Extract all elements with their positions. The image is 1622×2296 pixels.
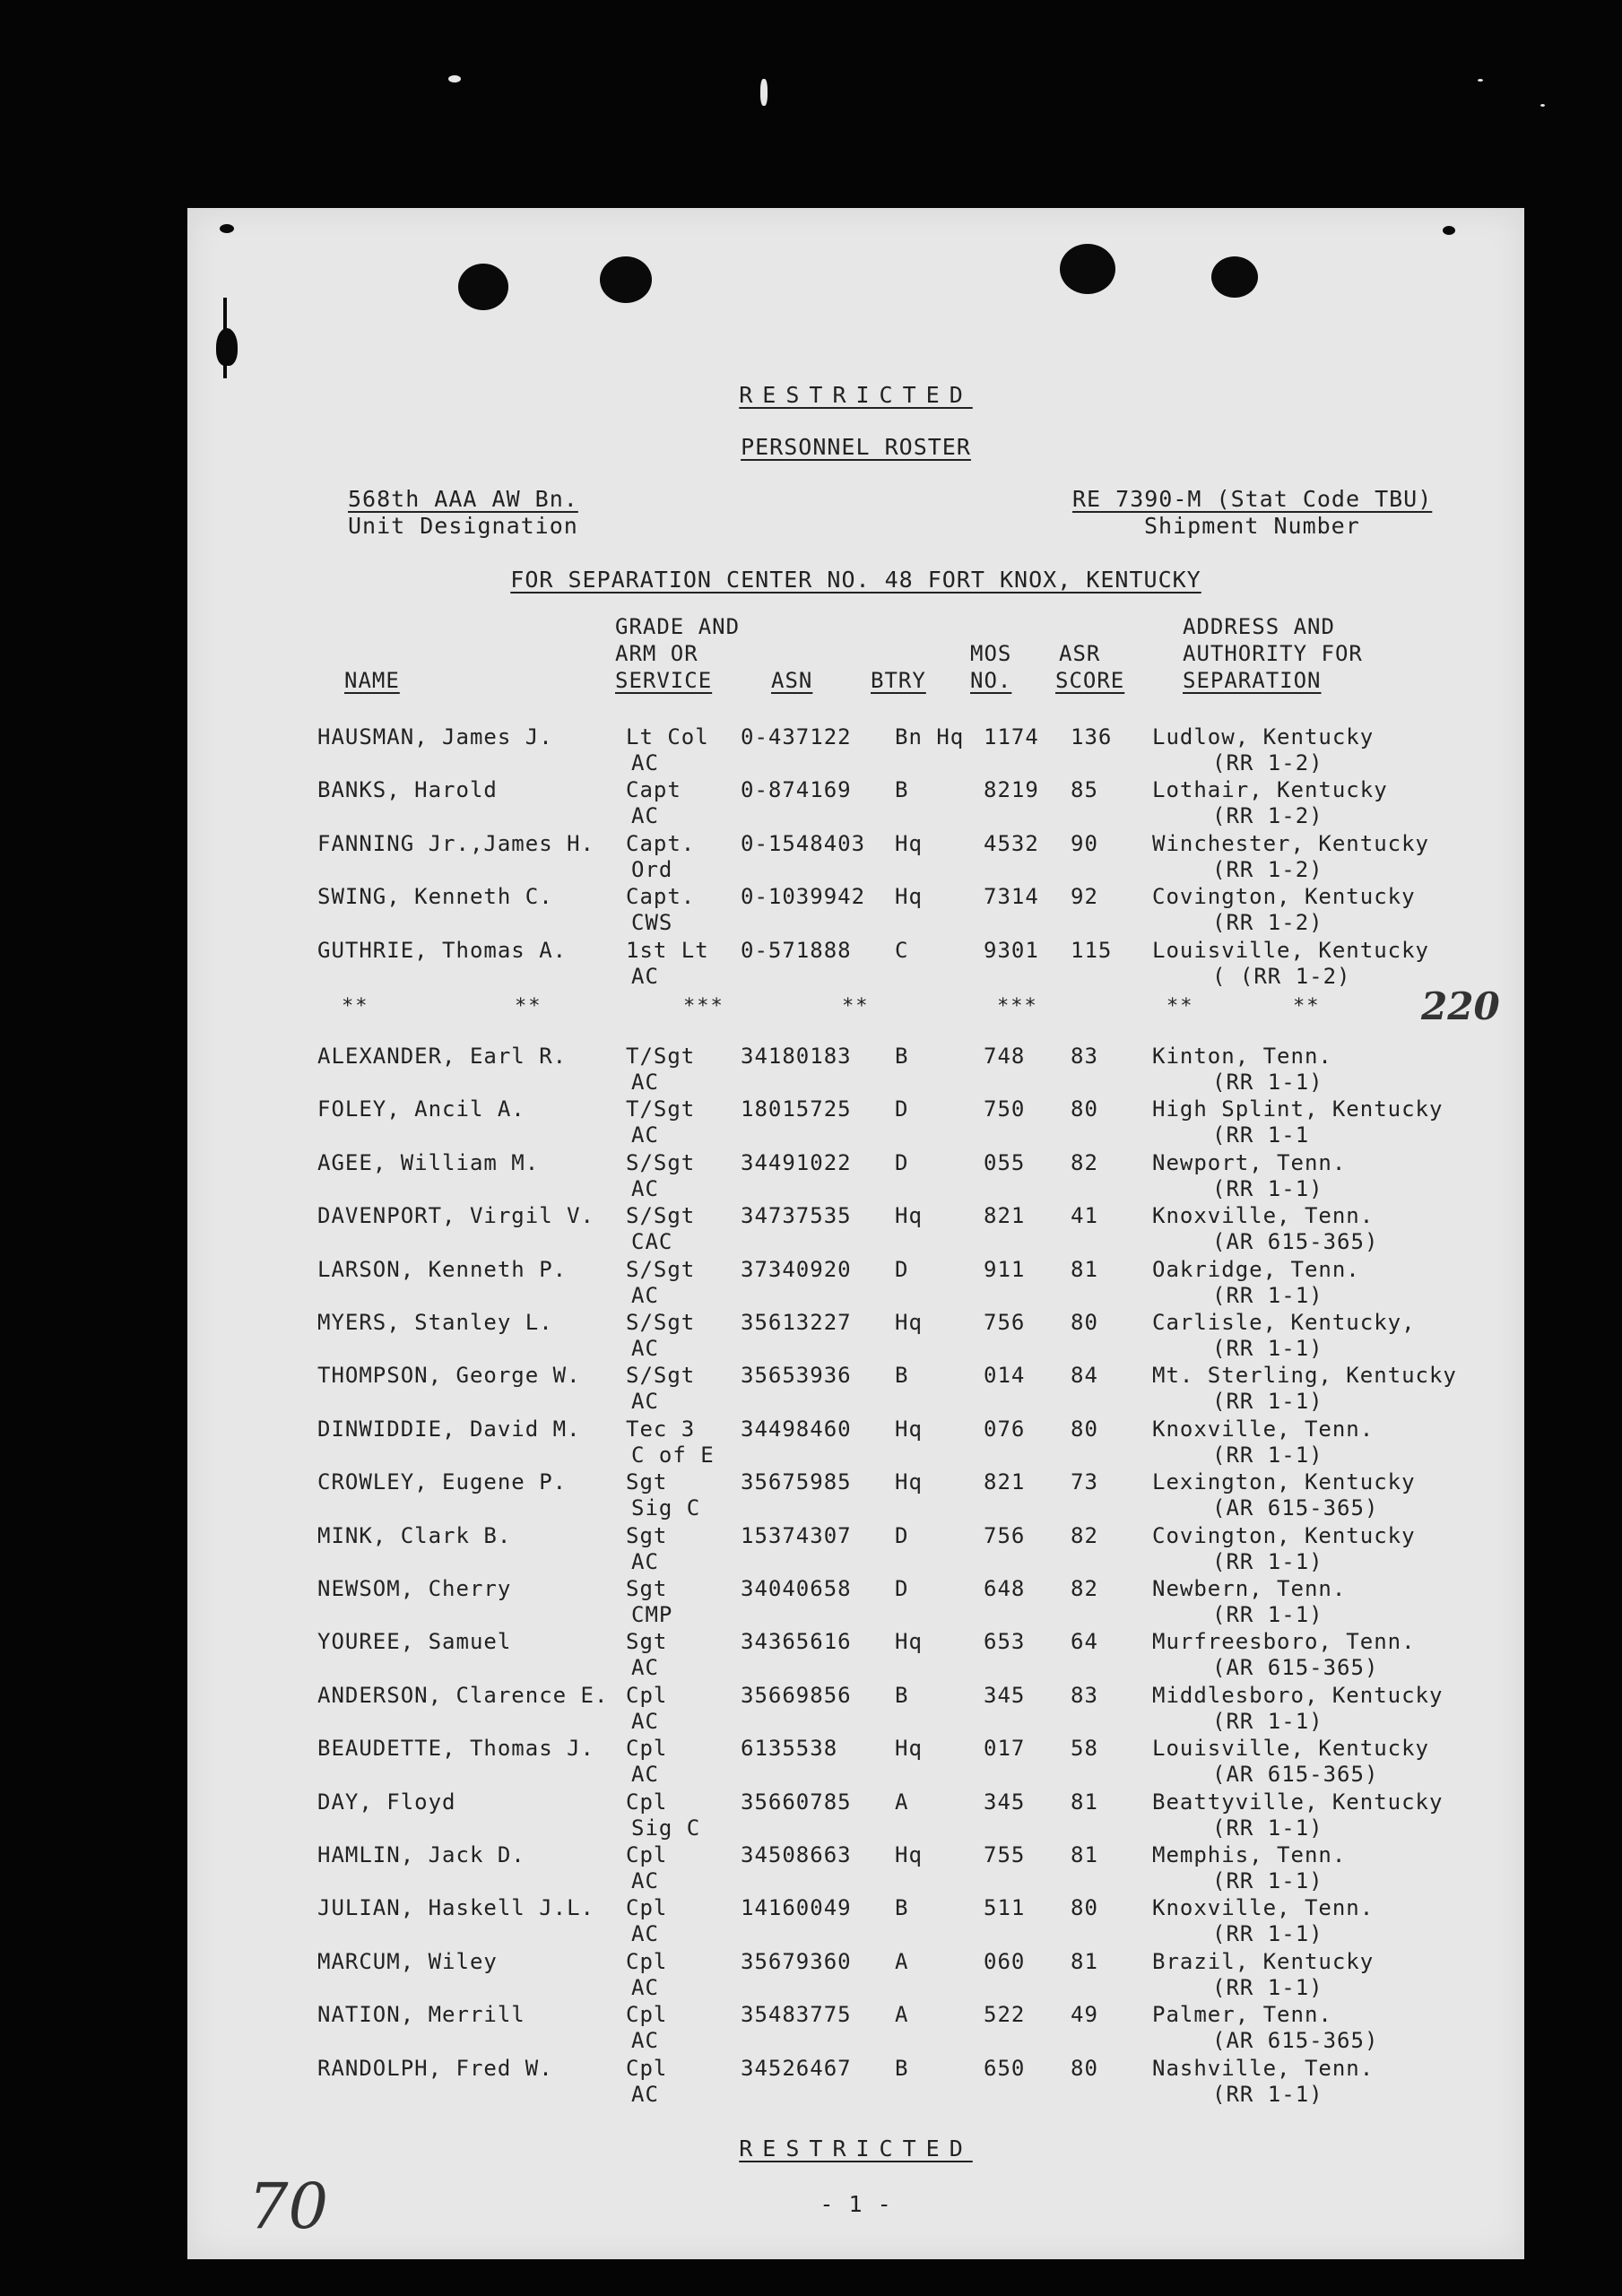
handwritten-number-bottom: 70 — [248, 2170, 329, 2243]
asn: 34040658 — [741, 1576, 852, 1601]
grade: S/Sgt — [626, 1149, 696, 1175]
battery: D — [895, 1149, 909, 1175]
battery: Bn Hq — [895, 724, 965, 749]
grade: Capt — [626, 777, 681, 803]
mos-number: 748 — [984, 1044, 1026, 1069]
separation-center — [187, 567, 1524, 593]
address: Beattyville, Kentucky — [1152, 1789, 1444, 1815]
arm-or-service: CWS — [631, 910, 673, 936]
address: Knoxville, Tenn. — [1152, 1416, 1375, 1442]
arm-or-service: AC — [631, 1762, 659, 1788]
asr-score: 73 — [1071, 1469, 1098, 1495]
battery: A — [895, 2002, 909, 2028]
grade: Cpl — [626, 1736, 668, 1762]
asr-score: 80 — [1071, 1096, 1098, 1122]
asn: 0-1039942 — [741, 884, 866, 910]
asn: 34498460 — [741, 1416, 852, 1442]
separation-authority: (AR 615-365) — [1212, 2028, 1379, 2054]
asr-score: 84 — [1071, 1363, 1098, 1389]
asn: 35669856 — [741, 1682, 852, 1708]
punch-hole — [600, 256, 652, 303]
asr-score: 82 — [1071, 1149, 1098, 1175]
address: Covington, Kentucky — [1152, 1522, 1416, 1548]
battery: C — [895, 937, 909, 963]
battery: Hq — [895, 830, 923, 856]
mos-number: 653 — [984, 1629, 1026, 1655]
person-name: DINWIDDIE, David M. — [317, 1416, 581, 1442]
grade: Lt Col — [626, 724, 709, 749]
arm-or-service: AC — [631, 1921, 659, 1947]
person-name: NEWSOM, Cherry — [317, 1576, 512, 1601]
roster-row — [187, 884, 1524, 938]
arm-or-service: C of E — [631, 1442, 715, 1468]
mos-number: 750 — [984, 1096, 1026, 1122]
classification-bottom-text: RESTRICTED — [739, 2136, 973, 2162]
person-name: RANDOLPH, Fred W. — [317, 2055, 553, 2081]
arm-or-service: AC — [631, 1122, 659, 1148]
arm-or-service: AC — [631, 2028, 659, 2054]
asn: 0-1548403 — [741, 830, 866, 856]
person-name: THOMPSON, George W. — [317, 1363, 581, 1389]
grade: Cpl — [626, 2002, 668, 2028]
mos-number: 060 — [984, 1948, 1026, 1974]
separation-center-text: FOR SEPARATION CENTER NO. 48 FORT KNOX, KENTUCKY — [510, 567, 1201, 593]
column-header-address: ADDRESS AND AUTHORITY FOR SEPARATION — [1183, 614, 1363, 693]
separation-authority: (RR 1-1 — [1212, 1122, 1310, 1148]
grade: Cpl — [626, 2055, 668, 2081]
separation-authority: (AR 615-365) — [1212, 1655, 1379, 1681]
mos-number: 522 — [984, 2002, 1026, 2028]
unit-designation-label: Unit Designation — [348, 513, 578, 539]
asr-score: 64 — [1071, 1629, 1098, 1655]
arm-or-service: AC — [631, 1655, 659, 1681]
person-name: AGEE, William M. — [317, 1149, 540, 1175]
arm-or-service: Sig C — [631, 1815, 701, 1841]
roster-row — [187, 724, 1524, 778]
asn: 34737535 — [741, 1203, 852, 1229]
person-name: CROWLEY, Eugene P. — [317, 1469, 568, 1495]
grade: 1st Lt — [626, 937, 709, 963]
roster-row — [187, 1203, 1524, 1257]
grade: Cpl — [626, 1842, 668, 1867]
unit-designation — [348, 486, 578, 512]
address: Brazil, Kentucky — [1152, 1948, 1375, 1974]
person-name: MYERS, Stanley L. — [317, 1310, 553, 1335]
battery: A — [895, 1789, 909, 1815]
address: Knoxville, Tenn. — [1152, 1203, 1375, 1229]
asr-score: 58 — [1071, 1736, 1098, 1762]
mos-number: 648 — [984, 1576, 1026, 1601]
asn: 15374307 — [741, 1522, 852, 1548]
asr-score: 81 — [1071, 1842, 1098, 1867]
mos-number: 014 — [984, 1363, 1026, 1389]
grade: Sgt — [626, 1576, 668, 1601]
mos-number: 821 — [984, 1203, 1026, 1229]
separation-authority: (RR 1-1) — [1212, 1815, 1323, 1841]
arm-or-service: AC — [631, 1708, 659, 1734]
asn: 34508663 — [741, 1842, 852, 1867]
roster-title — [187, 434, 1524, 460]
ink-blot — [223, 298, 227, 378]
arm-or-service: AC — [631, 1175, 659, 1201]
person-name: ALEXANDER, Earl R. — [317, 1044, 568, 1069]
separation-authority: (AR 615-365) — [1212, 1762, 1379, 1788]
asn: 37340920 — [741, 1256, 852, 1282]
asn: 14160049 — [741, 1895, 852, 1921]
asn: 35660785 — [741, 1789, 852, 1815]
battery: D — [895, 1522, 909, 1548]
address: High Splint, Kentucky — [1152, 1096, 1444, 1122]
roster-row — [187, 1310, 1524, 1364]
battery: B — [895, 1682, 909, 1708]
separation-authority: (AR 615-365) — [1212, 1495, 1379, 1521]
battery: B — [895, 1044, 909, 1069]
asr-score: 92 — [1071, 884, 1098, 910]
officer-enlisted-separator: ** ** *** ** *** ** ** — [342, 995, 1321, 1018]
arm-or-service: AC — [631, 1868, 659, 1893]
battery: D — [895, 1576, 909, 1601]
battery: Hq — [895, 884, 923, 910]
asr-score: 82 — [1071, 1522, 1098, 1548]
punch-hole — [1060, 244, 1115, 294]
classification-bottom — [187, 2136, 1524, 2162]
arm-or-service: Ord — [631, 856, 673, 882]
punch-hole — [458, 264, 508, 310]
mos-number: 9301 — [984, 937, 1039, 963]
battery: Hq — [895, 1469, 923, 1495]
asr-score: 81 — [1071, 1256, 1098, 1282]
asr-score: 81 — [1071, 1789, 1098, 1815]
address: Lexington, Kentucky — [1152, 1469, 1416, 1495]
battery: D — [895, 1256, 909, 1282]
mos-number: 055 — [984, 1149, 1026, 1175]
ink-blot — [1443, 226, 1455, 235]
column-header-btry: BTRY — [871, 668, 926, 693]
asn: 34526467 — [741, 2055, 852, 2081]
separation-authority: (RR 1-2) — [1212, 910, 1323, 936]
person-name: BEAUDETTE, Thomas J. — [317, 1736, 594, 1762]
asr-score: 49 — [1071, 2002, 1098, 2028]
roster-page — [187, 208, 1524, 2259]
mos-number: 017 — [984, 1736, 1026, 1762]
address: Louisville, Kentucky — [1152, 1736, 1429, 1762]
separation-authority: (RR 1-1) — [1212, 1708, 1323, 1734]
person-name: FOLEY, Ancil A. — [317, 1096, 525, 1122]
grade: Sgt — [626, 1629, 668, 1655]
grade: T/Sgt — [626, 1096, 696, 1122]
film-speck — [1540, 104, 1545, 107]
separation-authority: (RR 1-1) — [1212, 1175, 1323, 1201]
asn: 0-571888 — [741, 937, 852, 963]
arm-or-service: CAC — [631, 1229, 673, 1255]
separation-authority: (RR 1-1) — [1212, 1868, 1323, 1893]
arm-or-service: AC — [631, 803, 659, 829]
roster-row — [187, 1044, 1524, 1097]
arm-or-service: AC — [631, 1070, 659, 1095]
battery: Hq — [895, 1203, 923, 1229]
roster-row — [187, 1150, 1524, 1204]
roster-row — [187, 1469, 1524, 1523]
grade: Cpl — [626, 1948, 668, 1974]
address: Mt. Sterling, Kentucky — [1152, 1363, 1457, 1389]
battery: B — [895, 777, 909, 803]
roster-row — [187, 1895, 1524, 1949]
handwritten-number-top: 220 — [1421, 984, 1500, 1028]
arm-or-service: AC — [631, 1548, 659, 1574]
person-name: NATION, Merrill — [317, 2002, 525, 2028]
asr-score: 83 — [1071, 1044, 1098, 1069]
address: Winchester, Kentucky — [1152, 830, 1429, 856]
unit-value: 568th AAA AW Bn. — [348, 486, 578, 512]
roster-row — [187, 1576, 1524, 1630]
asr-score: 115 — [1071, 937, 1113, 963]
roster-row — [187, 1257, 1524, 1311]
mos-number: 511 — [984, 1895, 1026, 1921]
mos-number: 755 — [984, 1842, 1026, 1867]
asr-score: 85 — [1071, 777, 1098, 803]
grade: Capt. — [626, 884, 696, 910]
column-header-name: NAME — [344, 668, 400, 693]
grade: T/Sgt — [626, 1044, 696, 1069]
mos-number: 076 — [984, 1416, 1026, 1442]
person-name: DAY, Floyd — [317, 1789, 456, 1815]
person-name: DAVENPORT, Virgil V. — [317, 1203, 594, 1229]
ink-blot — [220, 224, 234, 233]
asr-score: 90 — [1071, 830, 1098, 856]
classification-top — [187, 382, 1524, 408]
separation-authority: (RR 1-1) — [1212, 1389, 1323, 1415]
person-name: FANNING Jr.,James H. — [317, 830, 594, 856]
asn: 34180183 — [741, 1044, 852, 1069]
separation-authority: (RR 1-1) — [1212, 1921, 1323, 1947]
arm-or-service: AC — [631, 1282, 659, 1308]
shipment-value: RE 7390-M (Stat Code TBU) — [1072, 486, 1433, 512]
asr-score: 80 — [1071, 1416, 1098, 1442]
arm-or-service: AC — [631, 963, 659, 989]
grade: Sgt — [626, 1469, 668, 1495]
address: Knoxville, Tenn. — [1152, 1895, 1375, 1921]
roster-row — [187, 1096, 1524, 1150]
address: Carlisle, Kentucky, — [1152, 1310, 1416, 1335]
column-header-grade: GRADE AND ARM OR SERVICE — [615, 614, 741, 693]
person-name: YOUREE, Samuel — [317, 1629, 512, 1655]
asn: 35653936 — [741, 1363, 852, 1389]
roster-row — [187, 1523, 1524, 1577]
address: Lothair, Kentucky — [1152, 777, 1388, 803]
address: Oakridge, Tenn. — [1152, 1256, 1360, 1282]
address: Louisville, Kentucky — [1152, 937, 1429, 963]
asr-score: 80 — [1071, 2055, 1098, 2081]
mos-number: 345 — [984, 1789, 1026, 1815]
grade: S/Sgt — [626, 1203, 696, 1229]
asr-score: 82 — [1071, 1576, 1098, 1601]
shipment-number-label: Shipment Number — [1144, 513, 1360, 539]
address: Palmer, Tenn. — [1152, 2002, 1332, 2028]
arm-or-service: AC — [631, 1389, 659, 1415]
mos-number: 911 — [984, 1256, 1026, 1282]
mos-number: 8219 — [984, 777, 1039, 803]
roster-row — [187, 938, 1524, 992]
roster-row — [187, 2002, 1524, 2056]
grade: Tec 3 — [626, 1416, 696, 1442]
separation-authority: (RR 1-1) — [1212, 1974, 1323, 2000]
separation-authority: (RR 1-2) — [1212, 856, 1323, 882]
classification-text: RESTRICTED — [739, 382, 973, 408]
asn: 0-874169 — [741, 777, 852, 803]
person-name: JULIAN, Haskell J.L. — [317, 1895, 594, 1921]
asn: 0-437122 — [741, 724, 852, 749]
address: Kinton, Tenn. — [1152, 1044, 1332, 1069]
roster-row — [187, 777, 1524, 831]
person-name: MARCUM, Wiley — [317, 1948, 498, 1974]
asr-score: 80 — [1071, 1310, 1098, 1335]
person-name: SWING, Kenneth C. — [317, 884, 553, 910]
mos-number: 1174 — [984, 724, 1039, 749]
roster-row — [187, 2056, 1524, 2110]
grade: S/Sgt — [626, 1363, 696, 1389]
asr-score: 80 — [1071, 1895, 1098, 1921]
address: Ludlow, Kentucky — [1152, 724, 1375, 749]
separation-authority: (RR 1-1) — [1212, 1282, 1323, 1308]
arm-or-service: AC — [631, 1336, 659, 1361]
roster-row — [187, 1363, 1524, 1417]
battery: Hq — [895, 1736, 923, 1762]
battery: Hq — [895, 1416, 923, 1442]
roster-row — [187, 1949, 1524, 2003]
separation-authority: (RR 1-1) — [1212, 1070, 1323, 1095]
asn: 35679360 — [741, 1948, 852, 1974]
asr-score: 81 — [1071, 1948, 1098, 1974]
separation-authority: (RR 1-1) — [1212, 1442, 1323, 1468]
person-name: MINK, Clark B. — [317, 1522, 512, 1548]
roster-row — [187, 1789, 1524, 1843]
grade: Sgt — [626, 1522, 668, 1548]
asn: 35613227 — [741, 1310, 852, 1335]
mos-number: 756 — [984, 1310, 1026, 1335]
punch-hole — [1211, 256, 1258, 298]
roster-title-text: PERSONNEL ROSTER — [741, 434, 971, 460]
person-name: GUTHRIE, Thomas A. — [317, 937, 568, 963]
arm-or-service: Sig C — [631, 1495, 701, 1521]
grade: S/Sgt — [626, 1256, 696, 1282]
address: Newport, Tenn. — [1152, 1149, 1347, 1175]
film-speck — [448, 75, 461, 82]
person-name: LARSON, Kenneth P. — [317, 1256, 568, 1282]
mos-number: 4532 — [984, 830, 1039, 856]
arm-or-service: CMP — [631, 1602, 673, 1627]
film-speck — [760, 79, 768, 106]
person-name: ANDERSON, Clarence E. — [317, 1682, 609, 1708]
mos-number: 7314 — [984, 884, 1039, 910]
battery: D — [895, 1096, 909, 1122]
battery: A — [895, 1948, 909, 1974]
battery: B — [895, 1363, 909, 1389]
person-name: BANKS, Harold — [317, 777, 498, 803]
grade: Cpl — [626, 1895, 668, 1921]
arm-or-service: AC — [631, 1974, 659, 2000]
roster-row — [187, 831, 1524, 885]
roster-row — [187, 1683, 1524, 1737]
battery: B — [895, 1895, 909, 1921]
page-number: - 1 - — [820, 2191, 892, 2217]
mos-number: 756 — [984, 1522, 1026, 1548]
asn: 18015725 — [741, 1096, 852, 1122]
column-header-asr: ASR SCORE — [1055, 641, 1125, 693]
address: Middlesboro, Kentucky — [1152, 1682, 1444, 1708]
mos-number: 821 — [984, 1469, 1026, 1495]
address: Newbern, Tenn. — [1152, 1576, 1347, 1601]
separation-authority: (RR 1-1) — [1212, 1548, 1323, 1574]
person-name: HAUSMAN, James J. — [317, 724, 553, 749]
asr-score: 136 — [1071, 724, 1113, 749]
ink-blot — [216, 328, 238, 366]
separation-authority: ( (RR 1-2) — [1212, 963, 1351, 989]
roster-row — [187, 1417, 1524, 1470]
asr-score: 41 — [1071, 1203, 1098, 1229]
address: Memphis, Tenn. — [1152, 1842, 1347, 1867]
shipment-number — [1072, 486, 1432, 512]
roster-row — [187, 1842, 1524, 1896]
mos-number: 650 — [984, 2055, 1026, 2081]
separation-authority: (RR 1-1) — [1212, 2081, 1323, 2107]
roster-row — [187, 1736, 1524, 1789]
separation-authority: (RR 1-1) — [1212, 1602, 1323, 1627]
address: Covington, Kentucky — [1152, 884, 1416, 910]
grade: S/Sgt — [626, 1310, 696, 1335]
asn: 34491022 — [741, 1149, 852, 1175]
mos-number: 345 — [984, 1682, 1026, 1708]
asn: 35483775 — [741, 2002, 852, 2028]
battery: Hq — [895, 1842, 923, 1867]
roster-row — [187, 1629, 1524, 1683]
film-speck — [1478, 79, 1483, 82]
asr-score: 83 — [1071, 1682, 1098, 1708]
separation-authority: (AR 615-365) — [1212, 1229, 1379, 1255]
column-header-asn: ASN — [771, 668, 813, 693]
grade: Capt. — [626, 830, 696, 856]
asn: 6135538 — [741, 1736, 838, 1762]
battery: Hq — [895, 1310, 923, 1335]
asn: 35675985 — [741, 1469, 852, 1495]
address: Murfreesboro, Tenn. — [1152, 1629, 1416, 1655]
separation-authority: (RR 1-1) — [1212, 1336, 1323, 1361]
grade: Cpl — [626, 1789, 668, 1815]
separation-authority: (RR 1-2) — [1212, 803, 1323, 829]
arm-or-service: AC — [631, 750, 659, 775]
address: Nashville, Tenn. — [1152, 2055, 1375, 2081]
separation-authority: (RR 1-2) — [1212, 750, 1323, 775]
battery: Hq — [895, 1629, 923, 1655]
person-name: HAMLIN, Jack D. — [317, 1842, 525, 1867]
asn: 34365616 — [741, 1629, 852, 1655]
column-header-mos: MOS NO. — [970, 641, 1012, 693]
grade: Cpl — [626, 1682, 668, 1708]
battery: B — [895, 2055, 909, 2081]
arm-or-service: AC — [631, 2081, 659, 2107]
